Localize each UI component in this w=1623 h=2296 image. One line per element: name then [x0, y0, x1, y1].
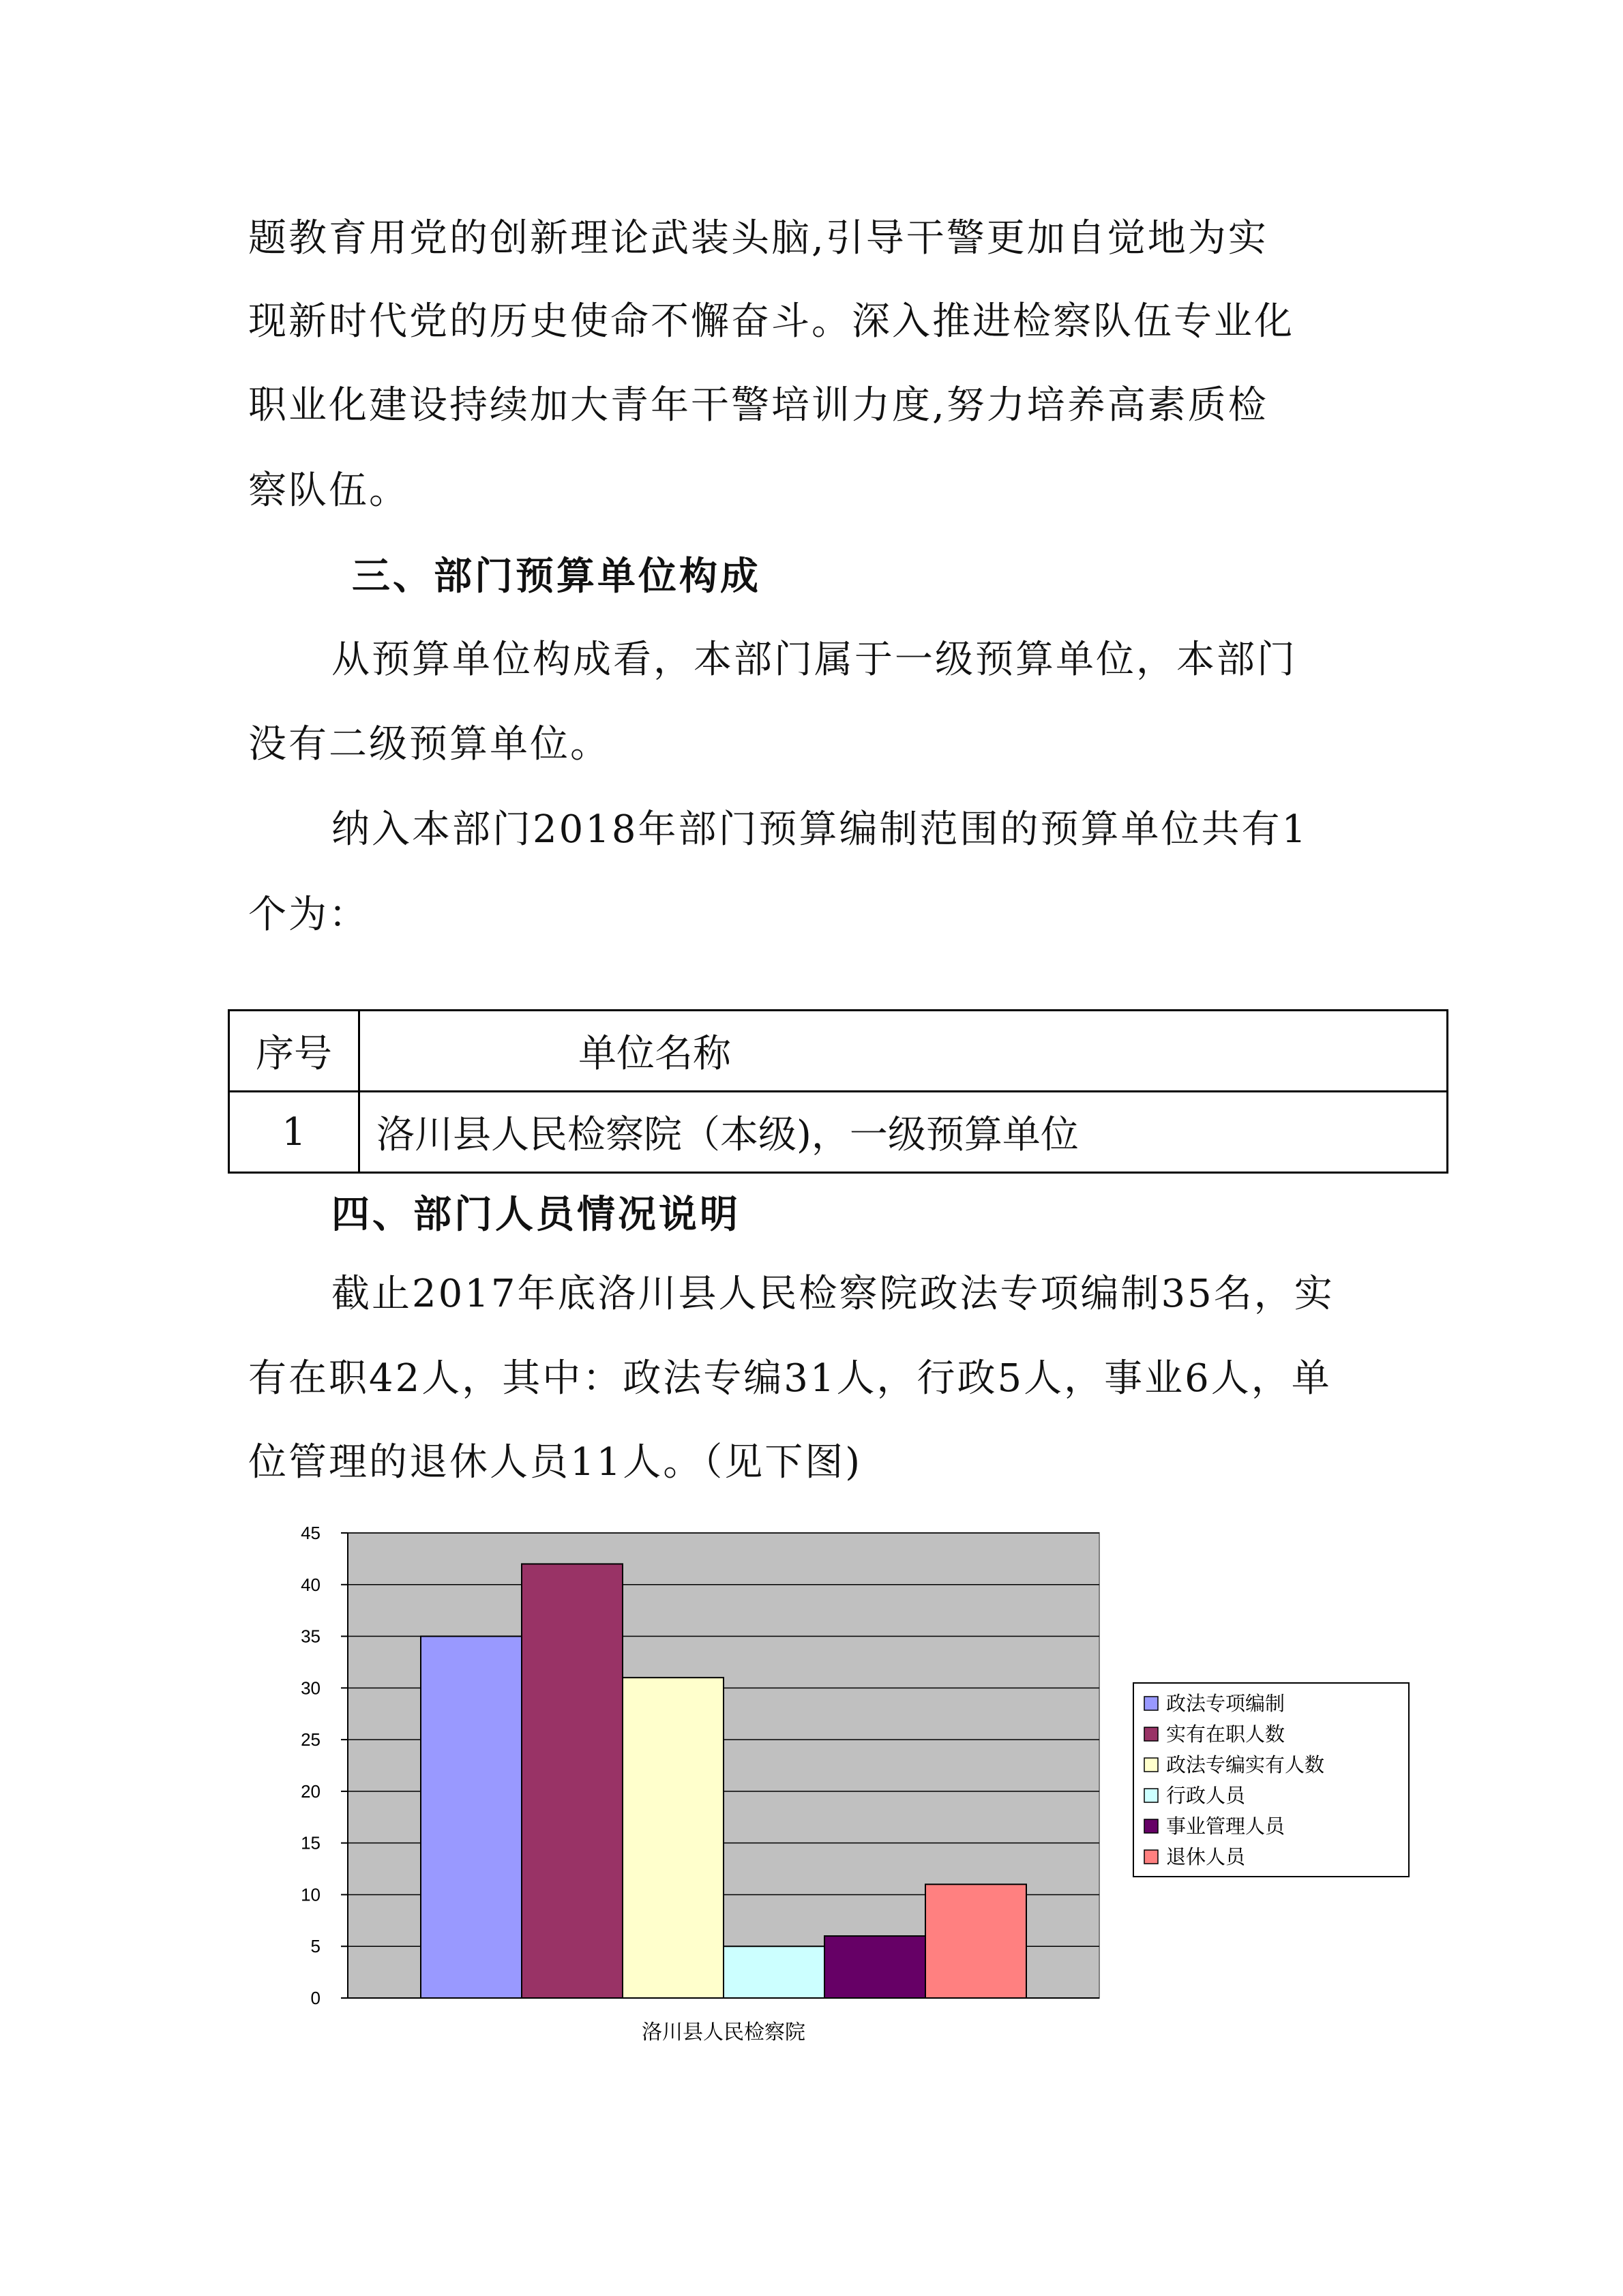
bar [623, 1678, 724, 1998]
y-tick-label: 15 [301, 1832, 321, 1853]
section-3-heading: 三、部门预算单位构成 [352, 554, 761, 599]
legend-swatch [1144, 1697, 1158, 1710]
paragraph-line: 现新时代党的历史使命不懈奋斗。深入推进检察队伍专业化 [248, 299, 1294, 344]
paragraph-line: 察队伍。 [248, 468, 409, 513]
y-tick-label: 40 [301, 1574, 321, 1595]
legend-swatch [1144, 1758, 1158, 1772]
y-tick-label: 10 [301, 1884, 321, 1905]
x-category-label: 洛川县人民检察院 [642, 2021, 805, 2044]
table-header-cell: 序号 [229, 1011, 359, 1092]
bar [421, 1637, 522, 1998]
paragraph-line: 位管理的退休人员11人。（见下图) [248, 1440, 863, 1485]
legend-label: 政法专项编制 [1166, 1693, 1285, 1715]
bar [724, 1946, 824, 1998]
legend-label: 行政人员 [1166, 1785, 1246, 1807]
legend-label: 事业管理人员 [1166, 1816, 1285, 1838]
y-tick-label: 30 [301, 1678, 321, 1699]
legend-label: 政法专编实有人数 [1166, 1755, 1325, 1776]
section-4-heading: 四、部门人员情况说明 [331, 1193, 741, 1237]
table-row [229, 1092, 1448, 1173]
paragraph-line: 纳入本部门2018年部门预算编制范围的预算单位共有1 [331, 807, 1309, 852]
legend-swatch [1144, 1727, 1158, 1741]
bar [824, 1936, 925, 1998]
table-header-row [229, 1011, 1448, 1092]
staff-bar-chart [232, 1514, 1418, 2053]
paragraph-line: 从预算单位构成看，本部门属于一级预算单位，本部门 [331, 638, 1297, 682]
y-tick-label: 25 [301, 1729, 321, 1750]
paragraph-line: 个为： [248, 893, 369, 937]
paragraph-line: 职业化建设持续加大青年干警培训力度,努力培养高素质检 [248, 383, 1268, 428]
paragraph-line: 有在职42人，其中：政法专编31人，行政5人，事业6人，单 [248, 1356, 1332, 1401]
bar [522, 1564, 623, 1998]
table-cell: 1 [229, 1092, 359, 1173]
bar [925, 1884, 1026, 1998]
legend-swatch [1144, 1819, 1158, 1833]
y-tick-label: 5 [310, 1936, 321, 1957]
legend-swatch [1144, 1850, 1158, 1864]
table-cell: 洛川县人民检察院（本级)，一级预算单位 [359, 1092, 1448, 1173]
y-tick-label: 20 [301, 1780, 321, 1802]
paragraph-line: 没有二级预算单位。 [248, 722, 610, 766]
y-tick-label: 45 [301, 1523, 321, 1543]
paragraph-line: 题教育用党的创新理论武装头脑,引导干警更加自觉地为实 [248, 216, 1268, 260]
legend-swatch [1144, 1789, 1158, 1802]
unit-table [228, 1009, 1448, 1174]
legend-label: 退休人员 [1166, 1847, 1246, 1868]
paragraph-line: 截止2017年底洛川县人民检察院政法专项编制35名，实 [331, 1272, 1335, 1316]
legend-label: 实有在职人数 [1166, 1724, 1285, 1746]
table-header-cell: 单位名称 [359, 1011, 1448, 1092]
y-tick-label: 35 [301, 1626, 321, 1647]
y-tick-label: 0 [310, 1988, 321, 2008]
